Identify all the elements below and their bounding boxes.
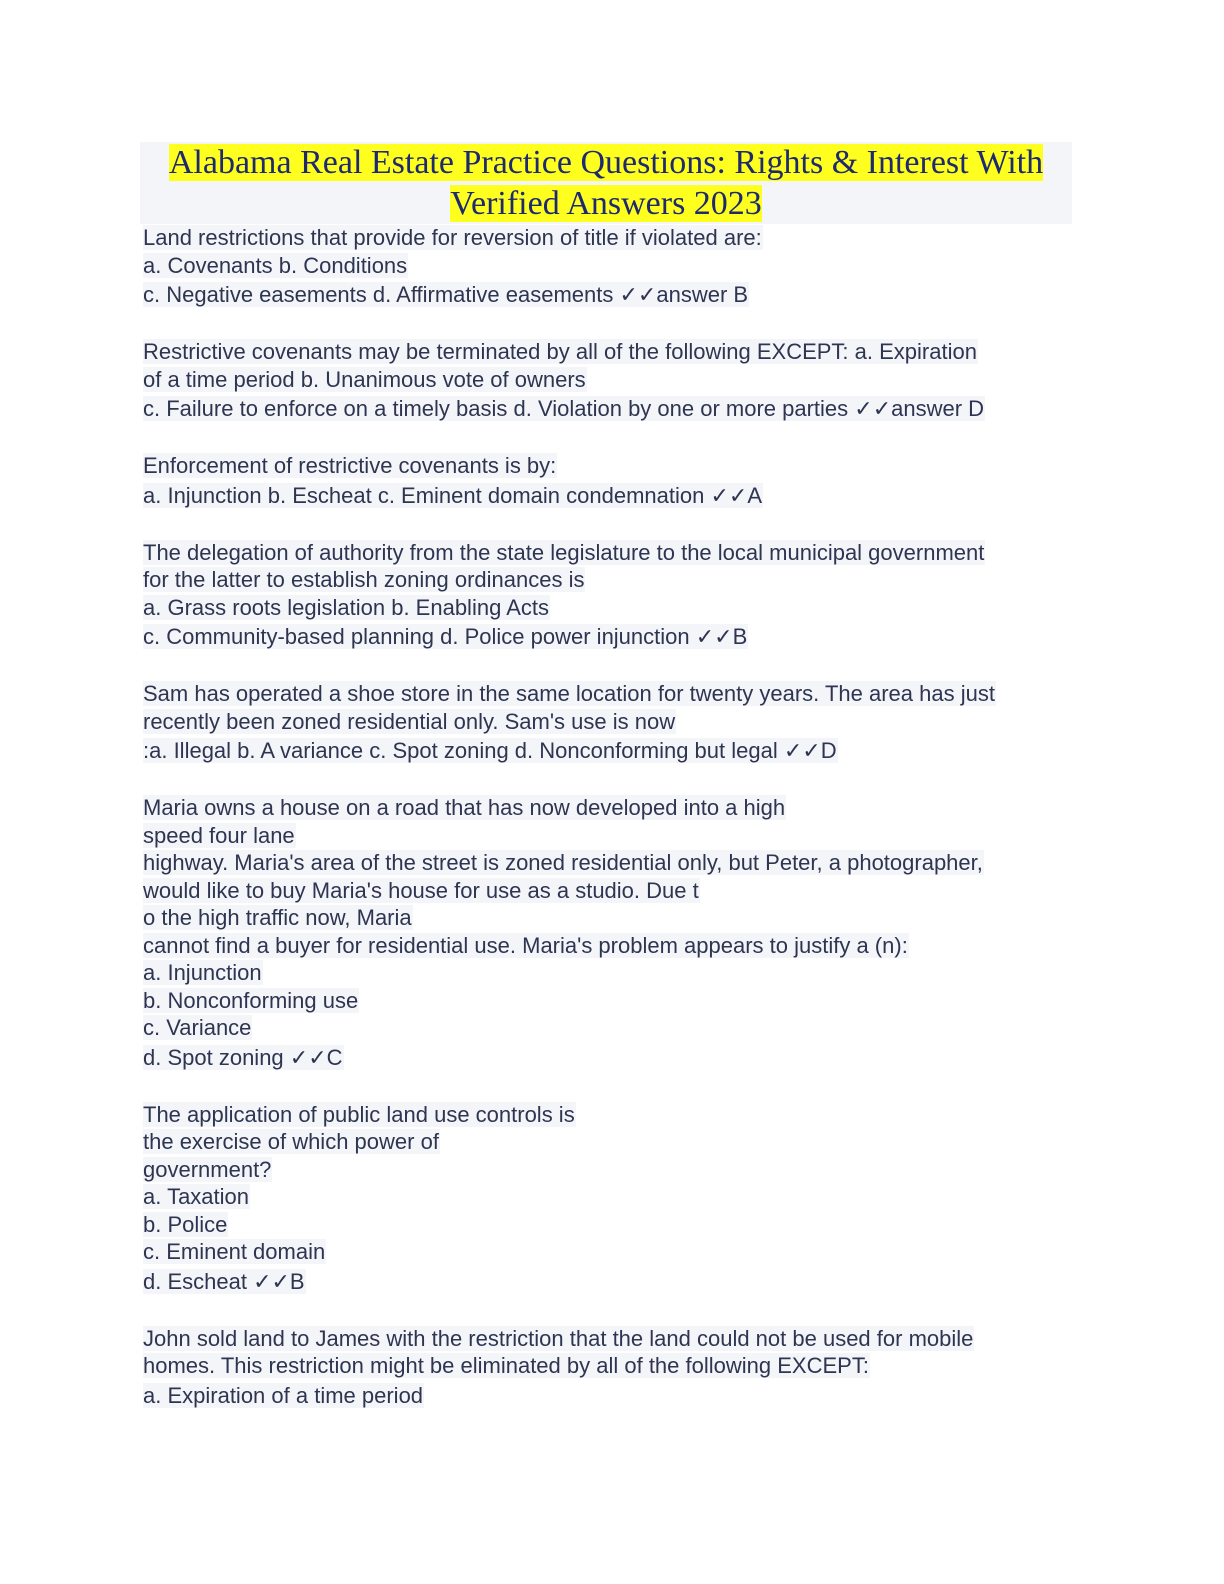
document-title: [140, 142, 1072, 224]
line-text: The application of public land use controls is: [143, 1101, 575, 1127]
question-line: [143, 1325, 1093, 1353]
line-text: Maria owns a house on a road that has now developed into a high: [143, 795, 786, 820]
question-line: [143, 1238, 1093, 1266]
answer-line: [143, 1042, 1093, 1073]
line-text: for the latter to establish zoning ordinances is: [143, 567, 585, 592]
line-text: a. Expiration of a time period: [143, 1382, 424, 1408]
question-block: [143, 1325, 1093, 1411]
line-text: would like to buy Maria's house for use as a studio. Due t: [143, 877, 699, 903]
question-line: [143, 366, 1093, 394]
question-block: [143, 680, 1093, 766]
question-block: [143, 338, 1093, 424]
line-text: :a. Illegal b. A variance c. Spot zoning d. Nonconforming but legal ✓✓D: [143, 738, 837, 763]
answer-line: [143, 621, 1093, 652]
question-line: [143, 1183, 1093, 1211]
question-line: [143, 794, 1093, 822]
question-line: [143, 904, 1093, 932]
answer-line: [143, 279, 1093, 310]
line-text: c. Negative easements d. Affirmative easements ✓✓answer B: [143, 282, 749, 307]
question-line: [143, 1014, 1093, 1042]
line-text: c. Community-based planning d. Police power injunction ✓✓B: [143, 624, 748, 649]
answer-line: [143, 1266, 1093, 1297]
line-text: of a time period b. Unanimous vote of owners: [143, 366, 586, 392]
line-text: c. Failure to enforce on a timely basis d. Violation by one or more parties ✓✓answer D: [143, 396, 985, 421]
line-text: b. Police: [143, 1211, 228, 1237]
question-line: [143, 959, 1093, 987]
line-text: c. Eminent domain: [143, 1239, 326, 1264]
line-text: o the high traffic now, Maria: [143, 905, 412, 930]
line-text: highway. Maria's area of the street is zoned residential only, but Peter, a photographer,: [143, 850, 983, 875]
line-text: government?: [143, 1156, 272, 1182]
title-line-1: Alabama Real Estate Practice Questions: Rights & Interest With: [168, 144, 1044, 181]
question-line: [143, 338, 1093, 366]
line-text: a. Injunction b. Escheat c. Eminent domain condemnation ✓✓A: [143, 482, 762, 508]
question-line: [143, 566, 1093, 594]
question-line: [143, 822, 1093, 850]
line-text: b. Nonconforming use: [143, 987, 359, 1013]
title-line-2: Verified Answers 2023: [450, 185, 762, 222]
line-text: d. Escheat ✓✓B: [143, 1268, 305, 1294]
question-block: [143, 794, 1093, 1073]
question-block: [143, 1101, 1093, 1297]
line-text: a. Covenants b. Conditions: [143, 252, 408, 278]
question-line: [143, 1128, 1093, 1156]
question-line: [143, 1156, 1093, 1184]
question-line: [143, 252, 1093, 280]
line-text: homes. This restriction might be eliminated by all of the following EXCEPT:: [143, 1353, 869, 1378]
question-line: [143, 849, 1093, 877]
question-line: [143, 932, 1093, 960]
line-text: cannot find a buyer for residential use. Maria's problem appears to justify a (n):: [143, 932, 908, 958]
questions-list: [143, 224, 1093, 1439]
question-line: [143, 594, 1093, 622]
answer-line: [143, 393, 1093, 424]
line-text: Sam has operated a shoe store in the same location for twenty years. The area has just: [143, 681, 995, 706]
answer-line: [143, 1380, 1093, 1411]
question-line: [143, 539, 1093, 567]
line-text: Restrictive covenants may be terminated by all of the following EXCEPT: a. Expiration: [143, 339, 977, 364]
line-text: a. Taxation: [143, 1184, 250, 1209]
line-text: John sold land to James with the restriction that the land could not be used for mobile: [143, 1325, 974, 1351]
line-text: The delegation of authority from the state legislature to the local municipal government: [143, 539, 985, 565]
line-text: the exercise of which power of: [143, 1129, 439, 1154]
question-block: [143, 452, 1093, 511]
question-line: [143, 1101, 1093, 1129]
question-line: [143, 1352, 1093, 1380]
line-text: Land restrictions that provide for reversion of title if violated are:: [143, 225, 762, 250]
answer-line: [143, 480, 1093, 511]
line-text: a. Grass roots legislation b. Enabling Acts: [143, 594, 549, 620]
line-text: c. Variance: [143, 1015, 252, 1040]
question-line: [143, 987, 1093, 1015]
question-line: [143, 452, 1093, 480]
line-text: Enforcement of restrictive covenants is by:: [143, 453, 557, 478]
line-text: a. Injunction: [143, 960, 262, 985]
question-line: [143, 680, 1093, 708]
question-line: [143, 1211, 1093, 1239]
question-line: [143, 224, 1093, 252]
question-line: [143, 708, 1093, 736]
question-line: [143, 877, 1093, 905]
question-block: [143, 539, 1093, 653]
line-text: recently been zoned residential only. Sam's use is now: [143, 708, 676, 734]
line-text: d. Spot zoning ✓✓C: [143, 1044, 343, 1070]
question-block: [143, 224, 1093, 310]
answer-line: [143, 735, 1093, 766]
line-text: speed four lane: [143, 822, 295, 848]
